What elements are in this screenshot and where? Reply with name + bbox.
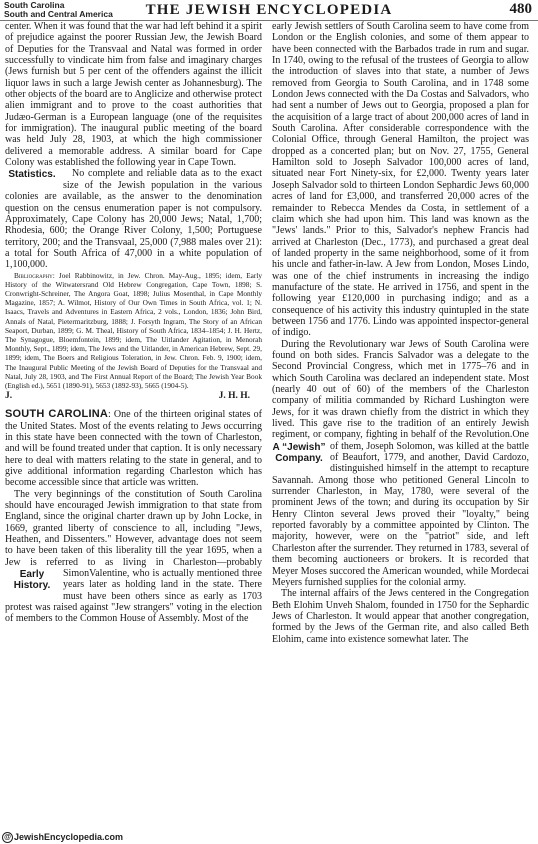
paragraph	[5, 489, 262, 625]
paragraph: center. When it was found that the war had left behind it a spirit of prejudice against the poorer Russian Jew, the Jewish Board of Deputies for the Transvaal and Natal was formed in order successfully to vindicate him from false and imaginary charges (Jews furnish but 5 per cent of the offenders against the illicit liquor laws in such a large Jewish center as Johannesburg). The other objects of the board are to Anglicize and otherwise protect alien immigrant and to prove to the coast authorities that Judæo-German is a European language (one of the requisites for immigration). The inaugural public meeting of the board was held July 28, 1903, at which the high commissioner delivered a memorable address. A similar board for Cape Colony was established the following year in Cape Town.	[5, 21, 262, 169]
right-column	[272, 21, 529, 829]
paragraph: early Jewish settlers of South Carolina seem to have come from London or the English colonies, and some of them appear to have been connected with the Barbados trade in rum and sugar. In 1740, owing to the refusal of the trustees of Georgia to allow the introduction of slaves into that state, a number of Jews removed from Georgia to South Carolina, and in 1748 some London Jews connected with the Da Costas and Salvadors, who had sent a number of Jews out to Georgia, proposed a plan for the acquisition of a large tract of about 200,000 acres of land in South Carolina. After considerable correspondence with the Colonial Office, through General Hamilton, the project was dropped as a concerted plan; but on Nov. 27, 1755, General Hamilton sold to Joseph Salvador 100,000 acres of land, situated near Fort Ninety-six, for £2,000. Twenty years later Joseph Salvador sold to thirteen London Sephardic Jews 60,000 acres of land for £3,000, and transferred 20,000 acres of the remainder to Rebecca Mendes da Costa, in settlement of a claim which she had upon him. This land was known as the "Jews' lands." Prior to this, Salvador's nephew Francis had arrived at Charleston (Dec., 1773), and purchased a great deal of landed property in the same neighborhood, some of it from his uncle and father-in-law. A Jew from London, Moses Lindo, was one of the chief instruments in increasing the indigo manufacture of the state. He arrived in 1756, and spent in the following year £120,000 in purchasing indigo; and as a consequence of his activity this industry quintupled in the state between 1756 and 1776. Lindo was appointed inspector-general of indigo.	[272, 21, 529, 339]
running-title: THE JEWISH ENCYCLOPEDIA	[145, 2, 393, 18]
signature-left: J.	[5, 391, 13, 402]
entry-paragraph	[5, 409, 262, 488]
bibliography	[5, 271, 262, 391]
footer-link[interactable]: JewishEncyclopedia.com	[14, 831, 124, 842]
signature-right: J. H. H.	[218, 391, 250, 402]
paragraph-text: The very beginnings of the constitution of South Carolina should have encouraged Jewish immigration to that state from England, since the original charter drawn up by John Locke, in 1669, granted liberty of conscience to all, including "Jews, Heathen, and Dissenters." However, advantage does not seem to have been taken of this liberality till the year 1695, when a Jew is referred to as living in Charleston—probably Simon	[5, 488, 262, 580]
bibliography-label: Bibliography:	[14, 270, 55, 280]
page-header	[0, 0, 538, 21]
paragraph-text: One of them, Joseph Solomon, was killed at the battle of Beaufort, 1779, and another, David Cardozo, distinguished himself in the attempt to recapture Savannah. Among those who petitioned General Lincoln to surrender Charleston, in May, 1780, were several of the prominent Jews of the town; and during its occupation by Sir Henry Clinton several Jews proved their "loyalty," being reported favorably by a committee appointed by Clinton. The majority, however, were on the "patriot" side, and left Charleston after the surrender. They returned in 1783, several of them becoming auctioneers or brokers. It is recorded that Meyer Moses succored the American wounded, while Mordecai Meyers furnished supplies for the colonial army.	[272, 429, 529, 588]
paragraph-text: Valentine, who is actually mentioned three years later as holding land in the state. There must have been others since as early as 1703 protest was raised against "Jew strangers" voting in the election of members to the Common House of Assembly. Most of the	[5, 568, 262, 625]
entry-text: : One of the thirteen original states of the United States. Most of the events relating to Jews occurring in this state have been connected with the town of Charleston, and will be found treated under that caption. It is only necessary here to deal with matters relating to the state in general, and to give additional information regarding Charleston which has become accessible since that article was written.	[5, 409, 262, 489]
sidenote-early-history: Early History.	[13, 569, 51, 592]
paragraph	[272, 339, 529, 589]
section-range-end: South and Central America	[4, 9, 113, 19]
section-range-start: South Carolina	[4, 0, 65, 10]
sidenote-statistics: Statistics.	[8, 169, 56, 181]
paragraph: The internal affairs of the Jews centered in the Congregation Beth Elohim Unveh Shalom, founded in 1750 for the Sephardic Jews of Charleston. It would appear that another congregation, formed by the Jews of the German rite, and also called Beth Elohim, came into existence somewhat later. The	[272, 588, 529, 645]
signature	[5, 391, 262, 402]
paragraph	[5, 168, 262, 270]
bibliography-text: Joel Rabbinowitz, in Jew. Chron. May-Aug., 1895; idem, Early History of the Witwatersrand Old Hebrew Congregation, Cape Town, 1898; S. Cronwright-Schreiner, The Angora Goat, 1898; Julius Mosenthal, in Cape Monthly Magazine, 1857; A. Wilmot, History of Our Own Times in South Africa, vol. 1; N. Isaacs, Travels and Adventures in Eastern Africa, 2 vols., London, 1836; John Bird, Annals of Natal, Pietermaritzburg, 1888; J. Forsyth Ingram, The Story of an African Seaport, Durban, 1899; G. M. Theal, History of South Africa, 1834–1854; J. H. Hertz, The Synagogue, Bloemfontein, 1899; idem, The Uitlander Agitation, in Menorah Monthly, Sept., 1899; idem, The Jews and the Uitlander, in American Hebrew, Sept. 29, 1899; idem, The Boers and Religious Toleration, in Jew. Chron. Feb. 9, 1900; idem, The Inaugural Public Meeting of the Jewish Board of Deputies for the Transvaal and Natal, July 28, 1903, and The First Annual Report of the Board; The Jewish Year Book (English ed.), 5651 (1890-91), 5653 (1892-93), 5665 (1904-5).	[5, 270, 262, 390]
left-column	[5, 21, 262, 829]
sidenote-jewish-company: A “Jewish” Company.	[272, 441, 326, 464]
footer-credit[interactable]	[2, 832, 123, 843]
page-number: 480	[509, 1, 532, 17]
at-icon: @	[2, 832, 13, 843]
paragraph-text: During the Revolutionary war Jews of South Carolina were found on both sides. Francis Salvador was a delegate to the Second Provincial Congress, which met in 1775–76 and in which South Carolina was declared an independent state. Most (nearly 40 out of 60) of the members of the Charleston company of militia commanded by Richard Lushington were Jews, for it was drawn chiefly from the district in which they lived. This gave rise to the tradition of an entirely Jewish regiment, or company, fighting in behalf of the Revolution.	[272, 338, 529, 441]
entry-title: SOUTH CAROLINA	[5, 408, 109, 421]
paragraph-text: No complete and reliable data as to the exact size of the Jewish population in the various colonies are available, as the answer to the denomination question on the census enumeration paper is not compulsory. Approximately, Cape Colony has 20,000 Jews; Natal, 1,700; Rhodesia, 600; the Orange River Colony, 1,500; Portuguese territory, 200; and the Transvaal, 25,000 (7,988 males over 21): a total for South Africa of 47,000 in a white population of 1,100,000.	[5, 168, 262, 271]
